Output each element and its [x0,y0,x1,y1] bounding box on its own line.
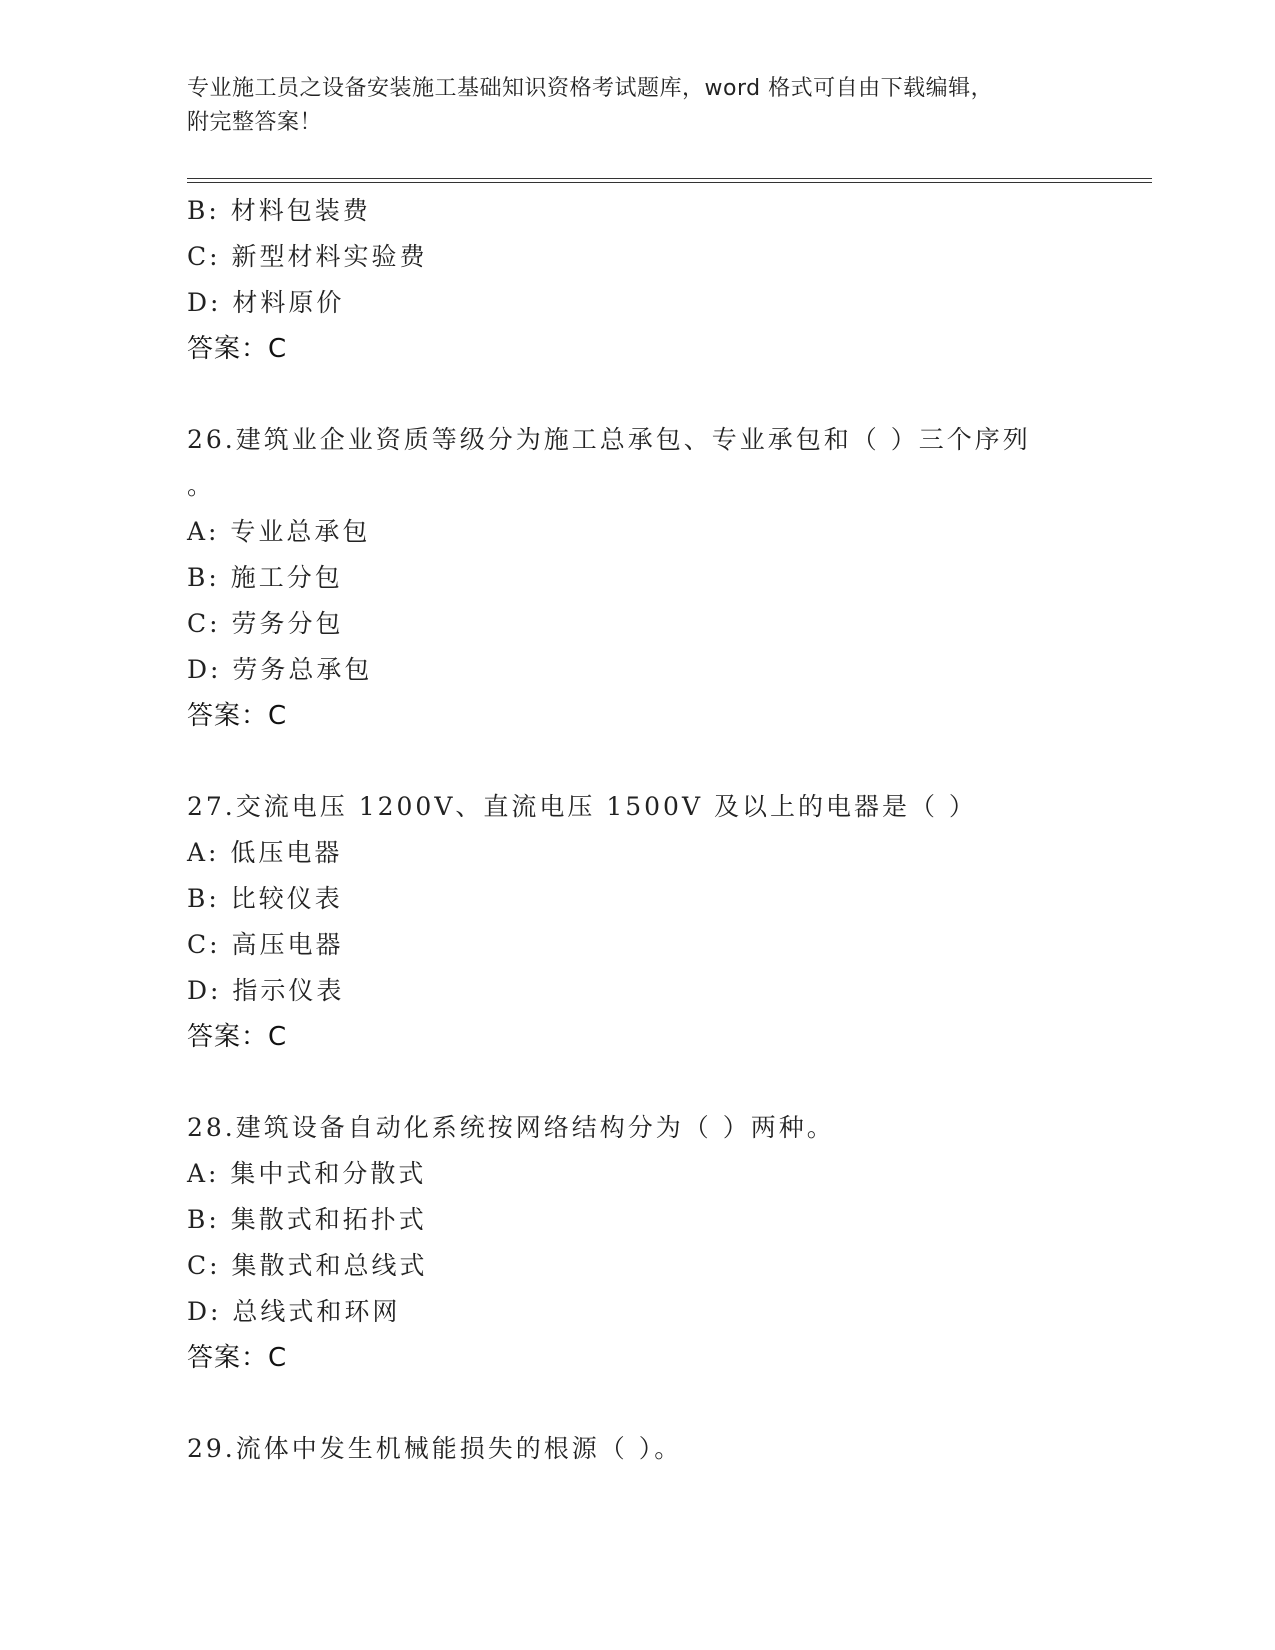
header-divider-secondary [187,182,1152,183]
option-a: A: 低压电器 [187,838,343,867]
question-stem: 27.交流电压 1200V、直流电压 1500V 及以上的电器是（ ） [187,792,977,821]
option-c: C: 高压电器 [187,930,344,959]
question-stem: 29.流体中发生机械能损失的根源（ ）。 [187,1434,683,1463]
option-b: B: 材料包装费 [187,196,371,225]
question-block-28 [187,1105,1152,1381]
spacer [187,739,1152,784]
option-c: C: 新型材料实验费 [187,242,428,271]
header-line-2: 附完整答案！ [187,110,323,135]
answer-line: 答案：C [187,1343,288,1373]
page-header [187,72,1087,140]
document-body [187,188,1152,1472]
option-d: D: 劳务总承包 [187,655,373,684]
question-block-26 [187,417,1152,739]
question-stem: 28.建筑设备自动化系统按网络结构分为（ ）两种。 [187,1113,835,1142]
answer-line: 答案：C [187,701,288,731]
option-b: B: 比较仪表 [187,884,343,913]
option-d: D: 总线式和环网 [187,1297,401,1326]
option-d: D: 指示仪表 [187,976,345,1005]
option-b: B: 集散式和拓扑式 [187,1205,427,1234]
answer-line: 答案：C [187,1022,288,1052]
question-block-29 [187,1426,1152,1472]
question-stem-continuation: 。 [187,471,216,500]
option-a: A: 专业总承包 [187,517,371,546]
question-block-27 [187,784,1152,1060]
option-c: C: 劳务分包 [187,609,344,638]
question-block-25-tail [187,188,1152,372]
option-c: C: 集散式和总线式 [187,1251,428,1280]
answer-line: 答案：C [187,334,288,364]
option-b: B: 施工分包 [187,563,343,592]
spacer [187,1381,1152,1426]
option-a: A: 集中式和分散式 [187,1159,427,1188]
option-d: D: 材料原价 [187,288,345,317]
question-stem: 26.建筑业企业资质等级分为施工总承包、专业承包和（ ）三个序列 [187,425,1031,454]
header-divider [187,178,1152,179]
header-line-1: 专业施工员之设备安装施工基础知识资格考试题库，word 格式可自由下载编辑， [187,76,994,101]
spacer [187,372,1152,417]
spacer [187,1060,1152,1105]
